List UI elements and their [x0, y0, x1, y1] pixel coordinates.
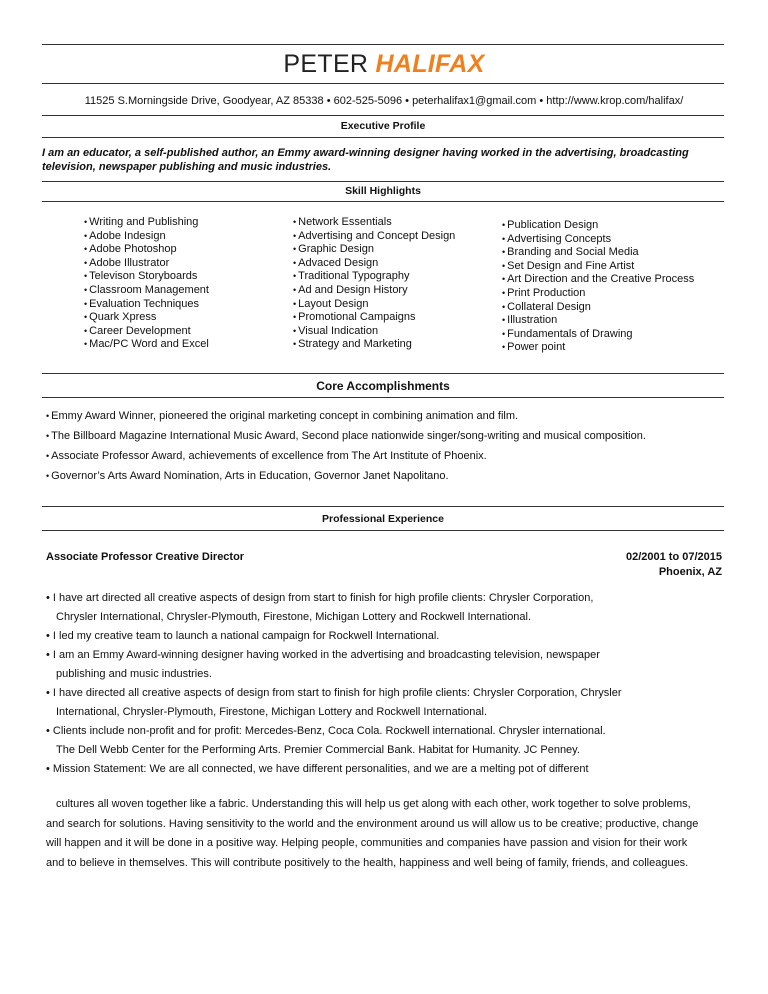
bullet-icon: • — [46, 411, 50, 421]
duty-line: International, Chrysler-Plymouth, Firestone, Michigan Lottery and Rockwell International. — [56, 706, 488, 718]
skill-label: Classroom Management — [89, 283, 209, 296]
professional-experience-heading: Professional Experience — [322, 513, 444, 525]
mission-line: will happen and it will be done in a positive way. Helping people, communities and companies have passion and vision for their work — [46, 837, 688, 849]
skill-highlights-heading: Skill Highlights — [345, 185, 421, 197]
bullet-icon: • — [502, 274, 506, 285]
skill-item — [84, 325, 209, 339]
skill-item — [293, 311, 455, 325]
accomplishments-list — [46, 406, 724, 486]
bullet-icon: • — [502, 342, 506, 353]
skill-item — [293, 270, 455, 284]
skills-heading-rule — [42, 201, 724, 202]
skill-label: Ad and Design History — [298, 283, 408, 296]
accomplishments-top-rule — [42, 373, 724, 374]
bullet-icon: • — [293, 284, 297, 295]
bullet-icon: • — [46, 451, 50, 461]
skill-item — [84, 230, 209, 244]
skill-label: Writing and Publishing — [89, 216, 199, 228]
skill-item — [502, 301, 694, 315]
bullet-icon: • — [84, 230, 88, 241]
bullet-icon: • — [293, 312, 297, 323]
skill-label: Publication Design — [507, 219, 599, 231]
bullet-icon: • — [84, 257, 88, 268]
skill-label: Network Essentials — [298, 216, 392, 228]
skill-item — [84, 338, 209, 352]
job-dates: 02/2001 to 07/2015 — [625, 551, 722, 563]
duty-line: • Mission Statement: We are all connected, we have different personalities, and we are a melting pot of different — [46, 763, 589, 775]
accomplishment-item — [46, 446, 724, 466]
skill-label: Collateral Design — [507, 300, 591, 313]
accomplishment-text: Emmy Award Winner, pioneered the original marketing concept in combining animation and film. — [51, 410, 519, 422]
skill-item — [84, 311, 209, 325]
skill-label: Visual Indication — [298, 324, 379, 337]
skill-label: Advertising Concepts — [507, 232, 612, 245]
skill-item — [502, 341, 694, 355]
skill-label: Fundamentals of Drawing — [507, 327, 633, 340]
skill-label: Adobe Photoshop — [89, 243, 177, 256]
skill-label: Branding and Social Media — [507, 246, 639, 259]
bullet-icon: • — [46, 431, 50, 441]
accomplishment-text: The Billboard Magazine International Music Award, Second place nationwide singer/song-writing and musical composition. — [51, 430, 646, 442]
duty-line: publishing and music industries. — [56, 668, 212, 680]
first-name: PETER — [283, 50, 369, 78]
skill-item — [293, 325, 455, 339]
skill-item — [293, 243, 455, 257]
skill-item — [502, 287, 694, 301]
skill-item — [293, 216, 455, 230]
bullet-icon: • — [502, 233, 506, 244]
bullet-icon: • — [502, 287, 506, 298]
skills-column-2 — [293, 216, 455, 352]
name-rule — [42, 83, 724, 84]
profile-line: I am an educator, a self-published author, an Emmy award-winning designer having worked in the advertising, broadcasting — [42, 147, 689, 159]
skills-column-3 — [502, 219, 694, 355]
skills-top-rule — [42, 181, 724, 182]
bullet-icon: • — [46, 471, 50, 481]
mission-line: cultures all woven together like a fabric. Understanding this will help us get along with each other, work together to solve problems, — [56, 798, 691, 810]
bullet-icon: • — [84, 244, 88, 255]
accomplishment-item — [46, 466, 724, 486]
bullet-icon: • — [293, 257, 297, 268]
skill-label: Adobe Indesign — [89, 229, 166, 242]
skill-label: Mac/PC Word and Excel — [89, 338, 209, 351]
skill-label: Evaluation Techniques — [89, 297, 200, 310]
skill-label: Set Design and Fine Artist — [507, 259, 635, 272]
contact-line: 11525 S.Morningside Drive, Goodyear, AZ 85338 • 602-525-5096 • peterhalifax1@gmail.com • http://www.krop.com/halifax/ — [84, 95, 684, 107]
skill-label: Advertising and Concept Design — [298, 229, 456, 242]
skill-label: Illustration — [507, 314, 558, 327]
skill-label: Power point — [507, 341, 566, 354]
bullet-icon: • — [84, 284, 88, 295]
bullet-icon: • — [293, 298, 297, 309]
skill-item — [502, 273, 694, 287]
bullet-icon: • — [502, 260, 506, 271]
core-accomplishments-heading: Core Accomplishments — [316, 379, 450, 393]
bullet-icon: • — [84, 339, 88, 350]
skill-label: Print Production — [507, 286, 586, 299]
skills-column-1 — [84, 216, 209, 352]
mission-line: and to believe in themselves. This will contribute positively to the health, happiness and well being of family, friends, and colleagues. — [46, 856, 689, 869]
bullet-icon: • — [293, 217, 297, 227]
contact-rule — [42, 115, 724, 116]
skill-label: Graphic Design — [298, 243, 374, 256]
bullet-icon: • — [502, 220, 506, 230]
skill-label: Adobe Illustrator — [89, 256, 170, 269]
bullet-icon: • — [502, 328, 506, 339]
skill-item — [502, 233, 694, 247]
skill-item — [293, 284, 455, 298]
top-rule — [42, 44, 724, 45]
bullet-icon: • — [502, 315, 506, 326]
accomplishment-text: Governor’s Arts Award Nomination, Arts in Education, Governor Janet Napolitano. — [51, 470, 449, 482]
bullet-icon: • — [293, 230, 297, 241]
duty-line: • I have art directed all creative aspects of design from start to finish for high profile clients: Chrysler Corporation, — [46, 592, 594, 604]
accomplishment-text: Associate Professor Award, achievements of excellence from The Art Institute of Phoenix. — [51, 450, 487, 462]
bullet-icon: • — [84, 217, 88, 227]
bullet-icon: • — [293, 339, 297, 350]
skill-label: Career Development — [89, 324, 191, 337]
skill-item — [84, 284, 209, 298]
skill-item — [502, 260, 694, 274]
mission-line: and search for solutions. Having sensitivity to the world and the environment around us will allow us to be creative; productive, change — [46, 817, 699, 830]
accomplishment-item — [46, 406, 724, 426]
skill-item — [293, 298, 455, 312]
job-title: Associate Professor Creative Director — [46, 551, 245, 563]
bullet-icon: • — [293, 325, 297, 336]
skill-label: Televison Storyboards — [89, 270, 198, 283]
skill-item — [293, 338, 455, 352]
duty-line: • I led my creative team to launch a national campaign for Rockwell International. — [46, 630, 440, 642]
last-name: HALIFAX — [375, 50, 485, 78]
bullet-icon: • — [502, 301, 506, 312]
bullet-icon: • — [502, 247, 506, 258]
skill-item — [502, 246, 694, 260]
job-location: Phoenix, AZ — [658, 566, 722, 578]
skill-item — [84, 243, 209, 257]
skill-item — [84, 270, 209, 284]
experience-heading-rule — [42, 530, 724, 531]
skill-label: Advaced Design — [298, 256, 379, 269]
duty-line: • I have directed all creative aspects of design from start to finish for high profile clients: Chrysler Corporation, Chrysler — [46, 687, 622, 699]
skill-label: Strategy and Marketing — [298, 338, 412, 351]
bullet-icon: • — [293, 271, 297, 282]
profile-heading-rule — [42, 137, 724, 138]
skill-item — [84, 216, 209, 230]
skill-item — [502, 219, 694, 233]
resume-name — [0, 49, 768, 79]
duty-line: Chrysler International, Chrysler-Plymouth, Firestone, Michigan Lottery and Rockwell International. — [56, 611, 532, 623]
bullet-icon: • — [84, 312, 88, 323]
duty-line: The Dell Webb Center for the Performing Arts. Premier Commercial Bank. Habitat for Humanity. JC Penney. — [56, 744, 580, 756]
bullet-icon: • — [293, 244, 297, 255]
skill-item — [84, 257, 209, 271]
mission-statement — [46, 795, 726, 873]
bullet-icon: • — [84, 271, 88, 282]
skill-item — [293, 230, 455, 244]
skill-label: Art Direction and the Creative Process — [507, 273, 695, 286]
duty-line: • I am an Emmy Award-winning designer having worked in the advertising and broadcasting television, newspaper — [46, 649, 600, 661]
skill-label: Layout Design — [298, 297, 369, 310]
profile-line: television, newspaper publishing and music industries. — [42, 161, 332, 173]
skill-label: Traditional Typography — [298, 270, 410, 283]
skill-item — [502, 328, 694, 342]
bullet-icon: • — [84, 325, 88, 336]
skill-item — [84, 298, 209, 312]
executive-profile-text — [42, 146, 724, 174]
accomplishments-heading-rule — [42, 397, 724, 398]
duty-line: • Clients include non-profit and for profit: Mercedes-Benz, Coca Cola. Rockwell international. Chrysler international. — [46, 725, 606, 737]
job-duties — [46, 589, 724, 779]
accomplishment-item — [46, 426, 724, 446]
experience-top-rule — [42, 506, 724, 507]
executive-profile-heading: Executive Profile — [340, 120, 426, 132]
skill-item — [293, 257, 455, 271]
bullet-icon: • — [84, 298, 88, 309]
skill-label: Promotional Campaigns — [298, 311, 416, 324]
skill-label: Quark Xpress — [89, 311, 157, 324]
skill-item — [502, 314, 694, 328]
